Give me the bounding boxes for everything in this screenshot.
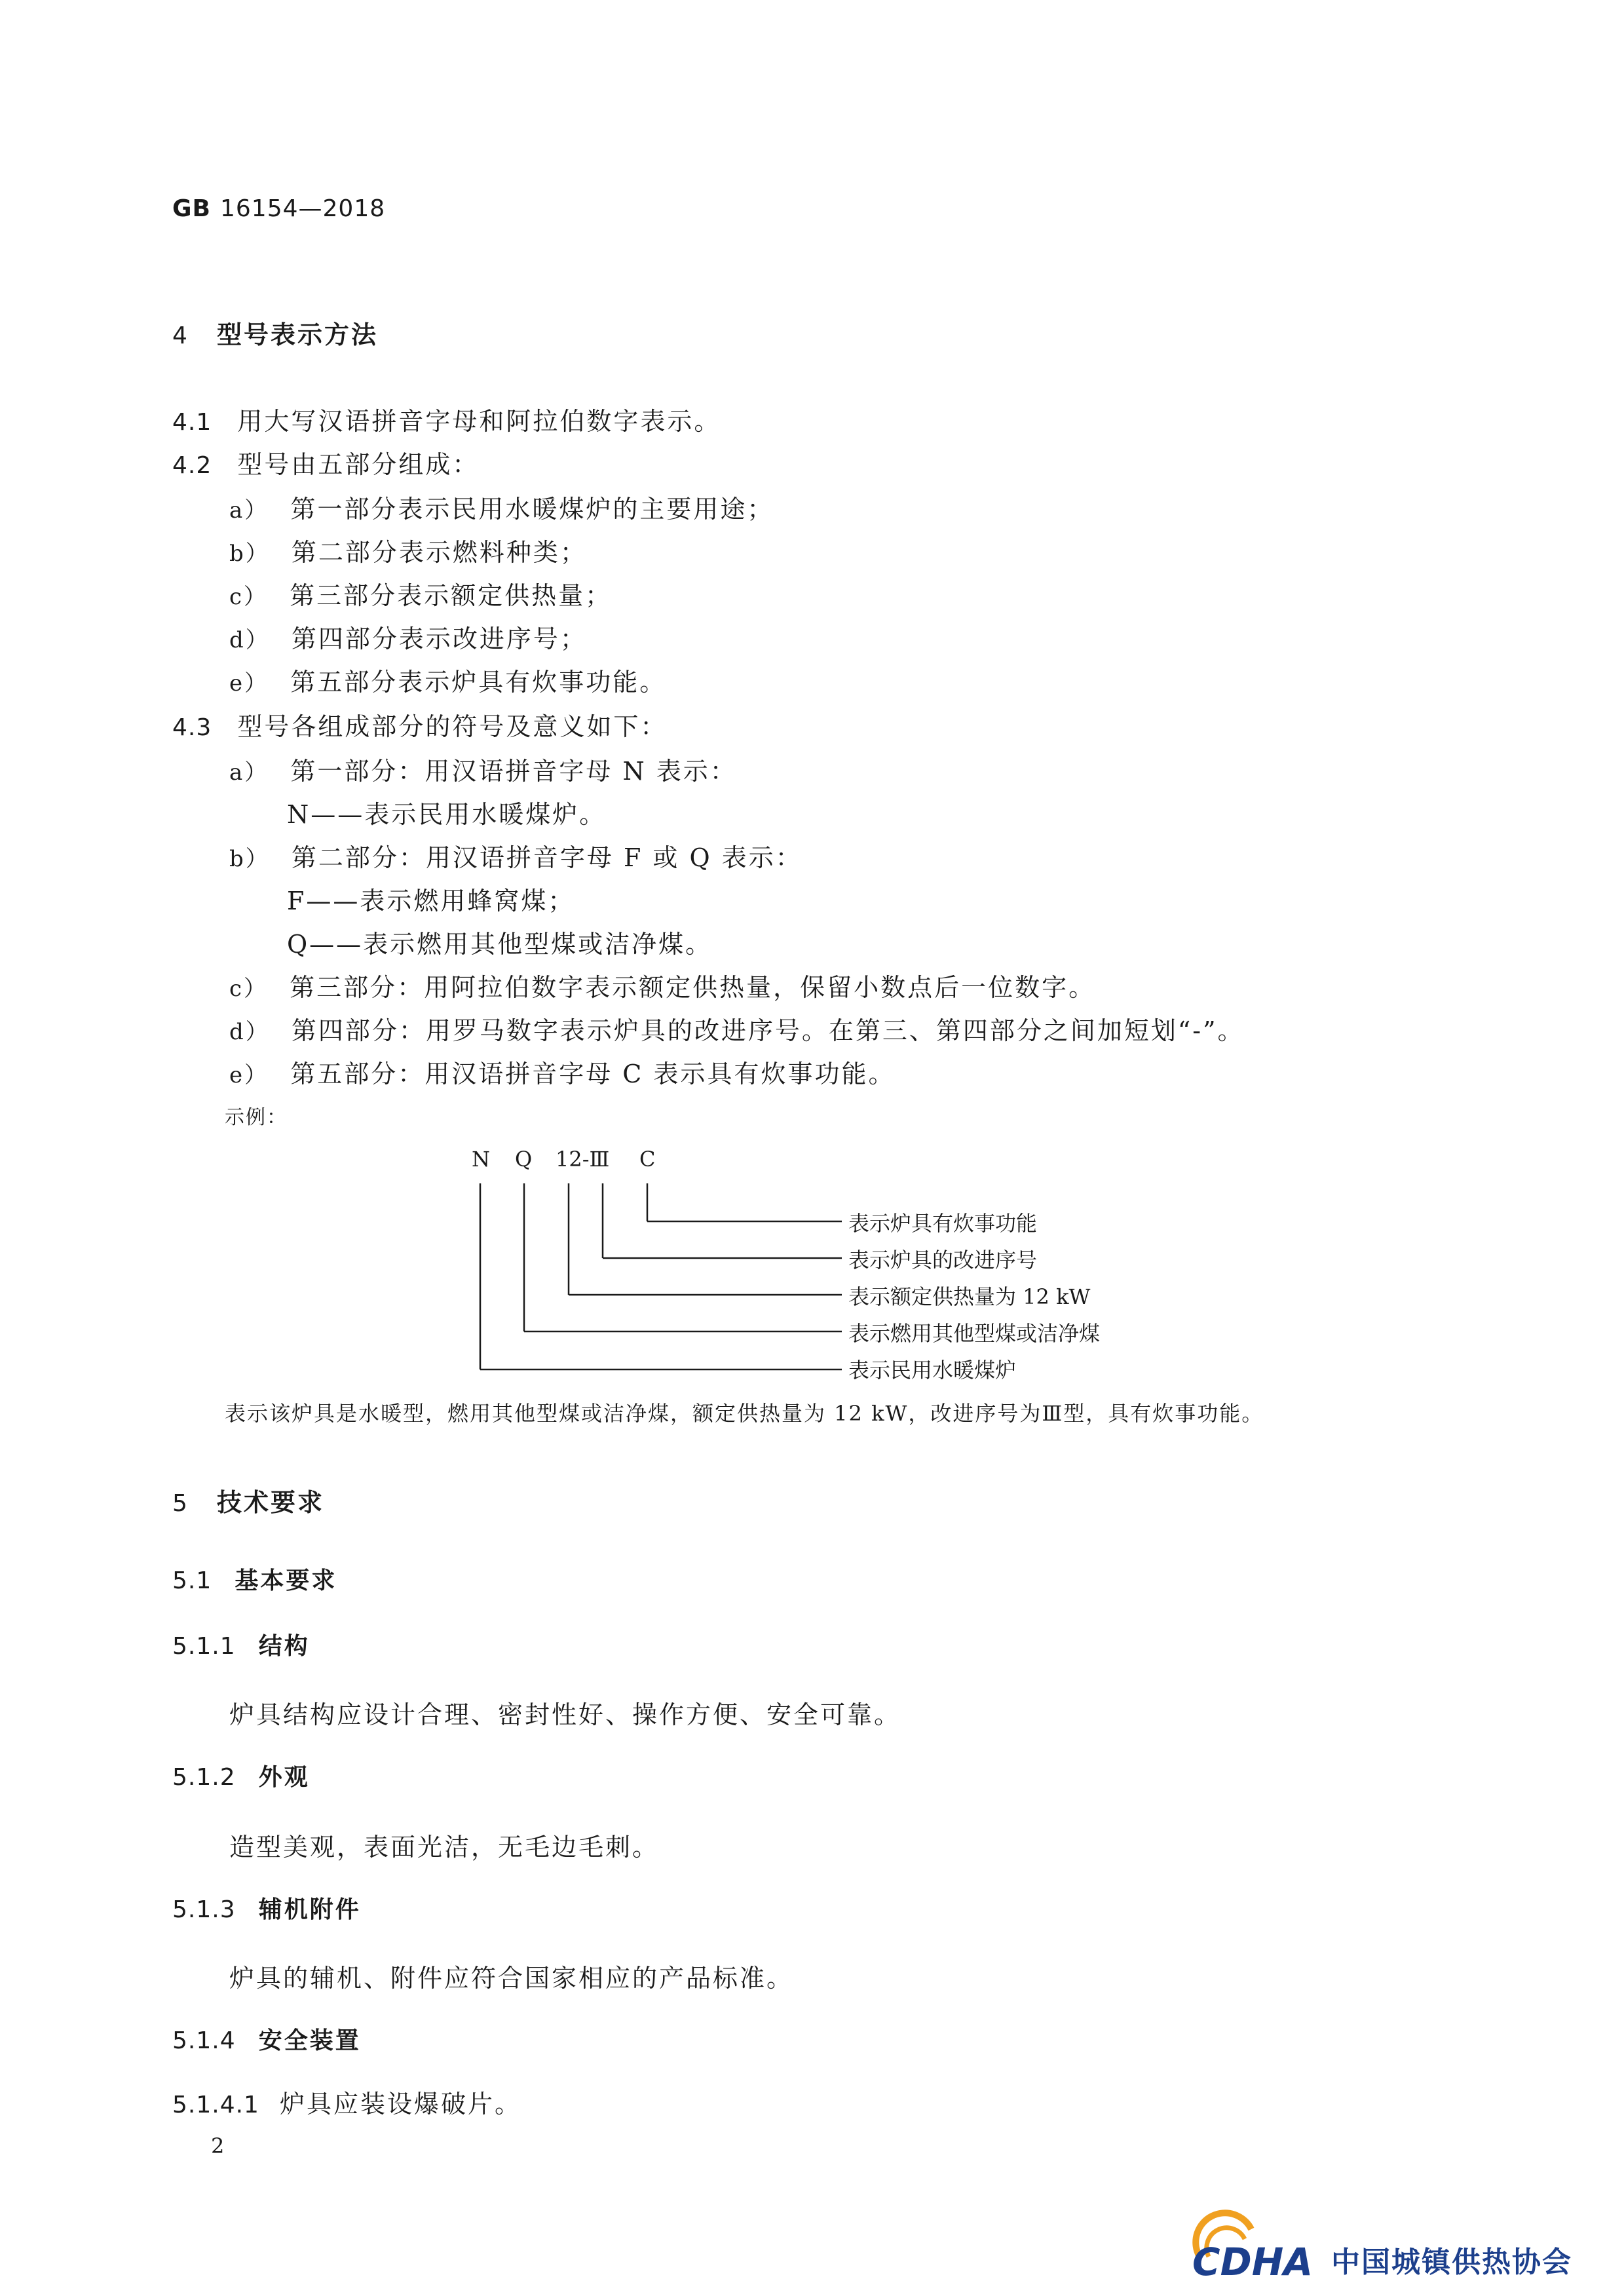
clause-5-1-3-heading xyxy=(172,1891,361,1924)
example-caption: 表示该炉具是水暖型，燃用其他型煤或洁净煤，额定供热量为 12 kW，改进序号为Ⅲ型，具有炊事功能。 xyxy=(225,1401,1264,1426)
clause-5-1-1-heading xyxy=(172,1628,310,1661)
list-marker: d） xyxy=(229,627,270,653)
clause-number: 5.1.4 xyxy=(172,2027,236,2054)
list-text: 第四部分：用罗马数字表示炉具的改进序号。在第三、第四部分之间加短划“-”。 xyxy=(291,1016,1245,1045)
clause-title: 安全装置 xyxy=(258,2027,361,2054)
list-text: 第五部分：用汉语拼音字母 C 表示具有炊事功能。 xyxy=(290,1060,896,1088)
section-title: 技术要求 xyxy=(217,1488,325,1517)
code-letter-q: Q xyxy=(515,1147,533,1172)
logo-letters: CDHA xyxy=(1192,2240,1313,2282)
code-heat-rating: 12-Ⅲ xyxy=(556,1147,610,1172)
diagram-label: 表示燃用其他型煤或洁净煤 xyxy=(848,1321,1101,1346)
clause-title: 基本要求 xyxy=(235,1567,337,1594)
code-letter-c: C xyxy=(639,1147,656,1172)
list-marker: b） xyxy=(229,541,270,567)
clause-5-1-heading xyxy=(172,1562,337,1596)
clause-title: 辅机附件 xyxy=(258,1896,361,1923)
list-marker: d） xyxy=(229,1019,270,1045)
clause-number: 4.1 xyxy=(172,409,212,436)
clause-title: 外观 xyxy=(258,1764,310,1791)
clause-number: 5.1.3 xyxy=(172,1896,236,1923)
clause-number: 5.1.4.1 xyxy=(172,2092,259,2118)
definition-line: Q——表示燃用其他型煤或洁净煤。 xyxy=(287,930,713,959)
definition-line: N——表示民用水暖煤炉。 xyxy=(287,800,607,829)
list-marker: e） xyxy=(229,670,269,697)
standard-number: 16154—2018 xyxy=(220,195,386,222)
clause-number: 5.1.2 xyxy=(172,1764,236,1791)
list-text: 第五部分表示炉具有炊事功能。 xyxy=(290,668,667,697)
code-letter-n: N xyxy=(472,1147,490,1172)
list-text: 第一部分：用汉语拼音字母 N 表示： xyxy=(290,757,737,786)
clause-5-1-4-heading xyxy=(172,2022,361,2056)
paragraph: 炉具的辅机、附件应符合国家相应的产品标准。 xyxy=(229,1964,794,1993)
section-number: 5 xyxy=(172,1490,187,1517)
clause-number: 5.1.1 xyxy=(172,1633,236,1660)
list-text: 第二部分表示燃料种类； xyxy=(291,538,587,567)
list-marker: c） xyxy=(229,584,269,610)
diagram-label: 表示炉具有炊事功能 xyxy=(848,1211,1038,1236)
list-text: 第一部分表示民用水暖煤炉的主要用途； xyxy=(290,495,774,524)
clause-title: 结构 xyxy=(258,1633,310,1660)
clause-number: 4.3 xyxy=(172,714,212,741)
clause-number: 5.1 xyxy=(172,1567,212,1594)
definition-line: F——表示燃用蜂窝煤； xyxy=(287,887,575,915)
list-text: 第二部分：用汉语拼音字母 F 或 Q 表示： xyxy=(291,843,803,872)
section-number: 4 xyxy=(172,322,187,349)
list-text: 第四部分表示改进序号； xyxy=(291,624,587,653)
section-5-heading xyxy=(172,1482,324,1518)
list-text: 第三部分表示额定供热量； xyxy=(290,581,613,610)
list-marker: b） xyxy=(229,846,270,872)
cdha-logo-mark xyxy=(1179,2210,1336,2282)
list-marker: c） xyxy=(229,976,269,1002)
list-text: 第三部分：用阿拉伯数字表示额定供热量，保留小数点后一位数字。 xyxy=(290,973,1096,1002)
example-label: 示例： xyxy=(225,1106,288,1129)
clause-5-1-2-heading xyxy=(172,1759,310,1792)
diagram-label: 表示炉具的改进序号 xyxy=(848,1248,1038,1272)
clause-5-1-4-1 xyxy=(172,2084,521,2120)
paragraph: 造型美观，表面光洁，无毛边毛刺。 xyxy=(229,1833,660,1862)
clause-text: 型号各组成部分的符号及意义如下： xyxy=(237,712,668,741)
logo-organization-name: 中国城镇供热协会 xyxy=(1331,2246,1572,2279)
list-marker: a） xyxy=(229,759,269,786)
paragraph: 炉具结构应设计合理、密封性好、操作方便、安全可靠。 xyxy=(229,1700,901,1729)
clause-number: 4.2 xyxy=(172,452,212,479)
list-marker: e） xyxy=(229,1062,269,1088)
clause-text: 用大写汉语拼音字母和阿拉伯数字表示。 xyxy=(237,407,721,436)
diagram-label: 表示额定供热量为 12 kW xyxy=(848,1284,1091,1309)
cdha-logo xyxy=(1179,2210,1598,2282)
diagram-label: 表示民用水暖煤炉 xyxy=(848,1358,1017,1383)
clause-text: 炉具应装设爆破片。 xyxy=(280,2090,522,2118)
standard-prefix: GB xyxy=(172,195,211,222)
list-marker: a） xyxy=(229,497,269,524)
section-title: 型号表示方法 xyxy=(217,320,379,349)
clause-text: 型号由五部分组成： xyxy=(237,450,480,479)
page-number: 2 xyxy=(211,2133,225,2158)
